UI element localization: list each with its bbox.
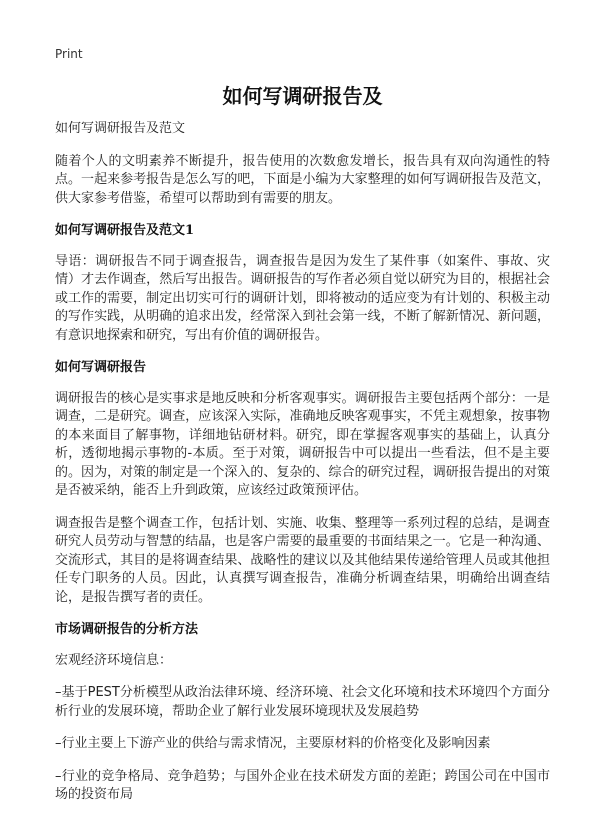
- section-heading-example-1: 如何写调研报告及范文1: [55, 223, 195, 238]
- section-heading-how-to-write: 如何写调研报告: [55, 360, 147, 375]
- document-title: 如何写调研报告及: [222, 84, 383, 108]
- list-item: –行业的竞争格局、竞争趋势；与国外企业在技术研发方面的差距；跨国公司在中国市场的投资布局: [55, 768, 550, 802]
- section-2-body-1: 调研报告的核心是实事求是地反映和分析客观事实。调研报告主要包括两个部分：一是调查，二是研究。调查，应该深入实际，准确地反映客观事实，不凭主观想象，按事物的本来面目了解事物，详细地钻研材料。研究，即在掌握客观事实的基础上，认真分析，透彻地揭示事物的-本质。至于对策，调研报告中可以提出一些看法，但不是主要的。因为，对策的制定是一个深入的、复杂的、综合的研究过程，调研报告提出的对策是否被采纳，能否上升到政策，应该经过政策预评估。: [55, 390, 550, 498]
- list-item: –行业主要上下游产业的供给与需求情况，主要原材料的价格变化及影响因素: [55, 736, 491, 751]
- intro-paragraph: 随着个人的文明素养不断提升，报告使用的次数愈发增长，报告具有双向沟通性的特点。一起来参考报告是怎么写的吧，下面是小编为大家整理的如何写调研报告及范文，供大家参考借鉴，希望可以帮助到有需要的朋友。: [55, 153, 550, 206]
- document-content: [55, 120, 550, 819]
- list-item: –基于PEST分析模型从政治法律环境、经济环境、社会文化环境和技术环境四个方面分析行业的发展环境，帮助企业了解行业发展环境现状及发展趋势: [55, 685, 550, 719]
- section-1-body: 导语：调研报告不同于调查报告，调查报告是因为发生了某件事（如案件、事故、灾情）才去作调查，然后写出报告。调研报告的写作者必须自觉以研究为目的，根据社会或工作的需要，制定出切实可行的调研计划，即将被动的适应变为有计划的、积极主动的写作实践，从明确的追求出发，经常深入到社会第一线，不断了解新情况、新问题，有意识地探索和研究，写出有价值的调研报告。: [55, 253, 550, 343]
- section-2-body-2: 调查报告是整个调查工作，包括计划、实施、收集、整理等一系列过程的总结，是调查研究人员劳动与智慧的结晶，也是客户需要的最重要的书面结果之一。它是一种沟通、交流形式，其目的是将调查结果、战略性的建议以及其他结果传递给管理人员或其他担任专门职务的人员。因此，认真撰写调查报告，准确分析调查结果，明确给出调查结论，是报告撰写者的责任。: [55, 515, 550, 605]
- macro-environment-label: 宏观经济环境信息：: [55, 652, 173, 668]
- subtitle: 如何写调研报告及范文: [55, 121, 186, 136]
- print-link[interactable]: Print: [55, 47, 83, 61]
- section-heading-analysis-methods: 市场调研报告的分析方法: [55, 622, 199, 637]
